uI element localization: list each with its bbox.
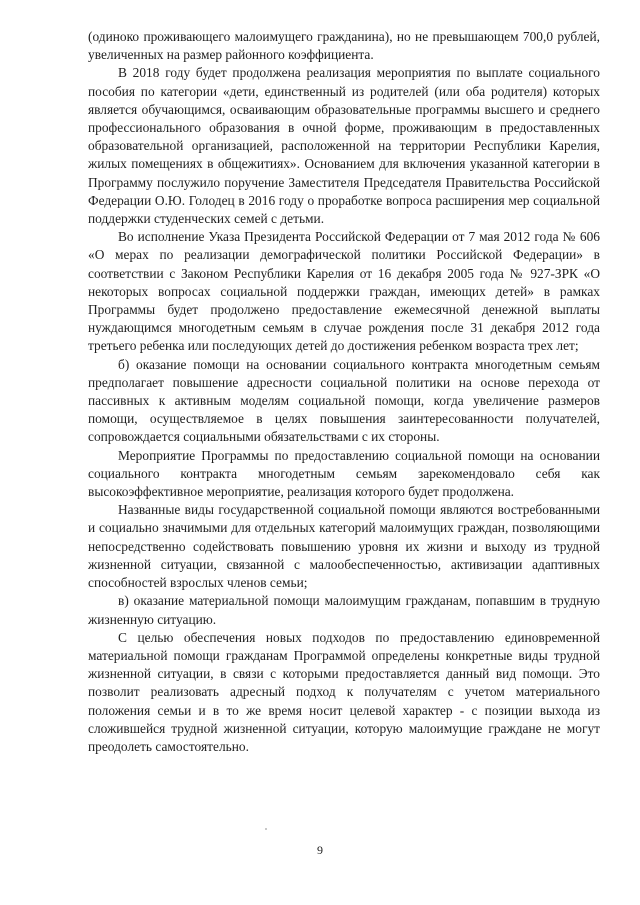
paragraph-social-contract: б) оказание помощи на основании социального контракта многодетным семьям предполагает повышение адресности социальной политики на основе перехода от пассивных к активным моделям социальной помощи, когда увеличение размеров помощи, осуществляемое в целях повышения заинтересованности получателей, сопровождается социальными обязательствами с их стороны. xyxy=(88,356,600,445)
paragraph-student-families: В 2018 году будет продолжена реализация мероприятия по выплате социального пособия по категории «дети, единственный из родителей (или оба родителя) которых является обучающимся, осваивающим образовательные программы высшего и среднего профессионального образования в очной форме, проживающим в предоставленных образовательной организацией, расположенной на территории Республики Карелия, жилых помещениях в общежитиях». Основанием для включения указанной категории в Программу послужило поручение Заместителя Председателя Правительства Российской Федерации О.Ю. Голодец в 2016 году о проработке вопроса расширения мер социальной поддержки студенческих семей с детьми. xyxy=(88,65,600,227)
scan-speck xyxy=(265,828,267,830)
document-body xyxy=(88,28,600,756)
paragraph-program-measure: Мероприятие Программы по предоставлению социальной помощи на основании социального контракта многодетным семьям зарекомендовало себя как высокоэффективное мероприятие, реализация которого будет продолжена. xyxy=(88,447,600,500)
paragraph-new-approaches: С целью обеспечения новых подходов по предоставлению единовременной материальной помощи гражданам Программой определены конкретные виды трудной жизненной ситуации, в связи с которыми предоставляется данный вид помощи. Это позволит реализовать адресный подход к получателям с учетом материального положения семьи и в то же время носит целевой характер - с позиции выхода из сложившейся трудной жизненной ситуации, которую малоимущие граждане не могут преодолеть самостоятельно. xyxy=(88,629,600,754)
page-number: 9 xyxy=(317,843,323,857)
paragraph-state-assistance: Названные виды государственной социальной помощи являются востребованными и социально значимыми для отдельных категорий малоимущих граждан, позволяющими непосредственно содействовать повышению уровня их жизни и выходу из трудной жизненной ситуации, связанной с малообеспеченностью, активизации адаптивных способностей взрослых членов семьи; xyxy=(88,502,600,591)
paragraph-continuation: (одиноко проживающего малоимущего гражданина), но не превышающем 700,0 рублей, увеличенных на размер районного коэффициента. xyxy=(88,29,600,63)
paragraph-presidential-decree: Во исполнение Указа Президента Российской Федерации от 7 мая 2012 года № 606 «О мерах по реализации демографической политики Российской Федерации» в соответствии с Законом Республики Карелия от 16 декабря 2005 года № 927-ЗРК «О некоторых вопросах социальной поддержки граждан, имеющих детей» в рамках Программы будет продолжено предоставление ежемесячной денежной выплаты нуждающимся многодетным семьям в случае рождения после 31 декабря 2012 года третьего ребенка или последующих детей до достижения ребенком возраста трех лет; xyxy=(88,229,600,354)
paragraph-material-assistance: в) оказание материальной помощи малоимущим гражданам, попавшим в трудную жизненную ситуацию. xyxy=(88,593,600,627)
